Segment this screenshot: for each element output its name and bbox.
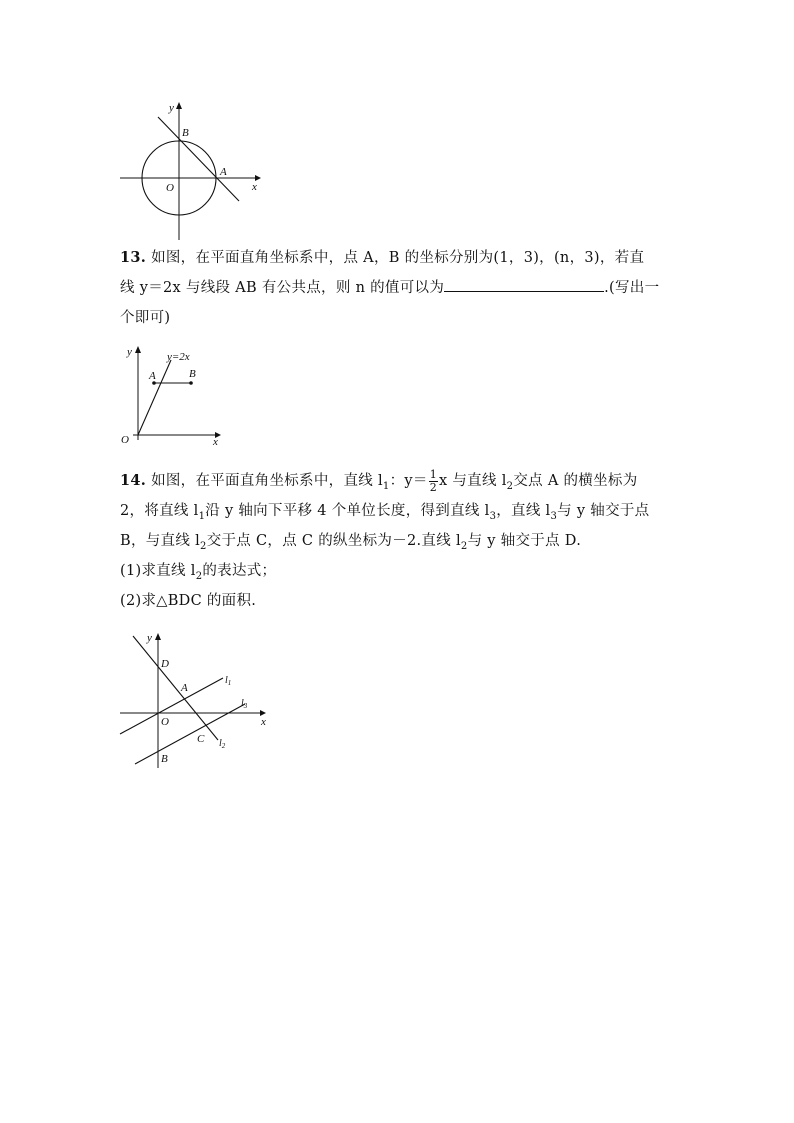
question-13 — [120, 243, 680, 333]
label-x: x — [261, 716, 266, 728]
answer-blank — [444, 277, 604, 292]
q13-line-2: 线 y＝2x 与线段 AB 有公共点，则 n 的值可以为 .(写出一 — [120, 273, 680, 303]
q13-number: 13. — [120, 249, 147, 266]
label-a: A — [220, 166, 227, 178]
label-y: y — [169, 102, 174, 114]
label-x: x — [213, 436, 218, 448]
label-b: B — [189, 368, 196, 380]
label-o: O — [121, 434, 129, 446]
label-y: y — [127, 346, 132, 358]
q13-line-1: 13. 如图，在平面直角坐标系中，点 A，B 的坐标分别为(1，3)，(n，3)，若直 — [120, 249, 645, 266]
label-y: y — [147, 632, 152, 644]
label-o: O — [161, 716, 169, 728]
fraction-one-half: $\frac{1}{2}$ — [429, 467, 437, 494]
label-l1: $l_1$ — [225, 675, 232, 687]
q14-part-2: (2)求△BDC 的面积. — [120, 593, 257, 609]
label-d: D — [161, 658, 169, 670]
label-a: A — [149, 370, 156, 382]
q14-number: 14. — [120, 472, 147, 489]
q14-part-1: (1)求直线 $l_2$的表达式； — [120, 563, 277, 582]
label-l3: $l_3$ — [241, 698, 248, 710]
y-axis-arrow — [155, 633, 161, 640]
circle-figure — [115, 95, 275, 245]
point-b — [189, 381, 193, 385]
q14-line-1: 14. 如图，在平面直角坐标系中，直线 $l_1$：y＝ $\frac{1}{2}$ x 与直线 $l_2$交点 A 的横坐标为 — [120, 467, 638, 494]
label-line: y=2x — [167, 351, 190, 363]
label-b: B — [182, 127, 189, 139]
q14-line-2: 2，将直线 $l_1$沿 y 轴向下平移 4 个单位长度，得到直线 $l_3$，直线 $l_3$与 y 轴交于点 — [120, 503, 650, 522]
y-axis-arrow — [135, 346, 141, 353]
three-lines-figure — [115, 628, 280, 770]
q14-line-3: B，与直线 $l_2$交于点 C，点 C 的纵坐标为－2.直线 $l_2$与 y 轴交于点 D. — [120, 533, 582, 552]
label-x: x — [252, 181, 257, 193]
label-o: O — [166, 182, 174, 194]
y-axis-arrow — [176, 102, 182, 109]
label-b: B — [161, 753, 168, 765]
question-14 — [120, 466, 680, 616]
line-segment-figure — [115, 340, 235, 450]
label-l2: $l_2$ — [219, 738, 226, 750]
line-l1 — [120, 678, 223, 734]
label-a: A — [181, 682, 188, 694]
label-c: C — [197, 733, 205, 745]
q13-line-3: 个即可) — [120, 310, 171, 326]
